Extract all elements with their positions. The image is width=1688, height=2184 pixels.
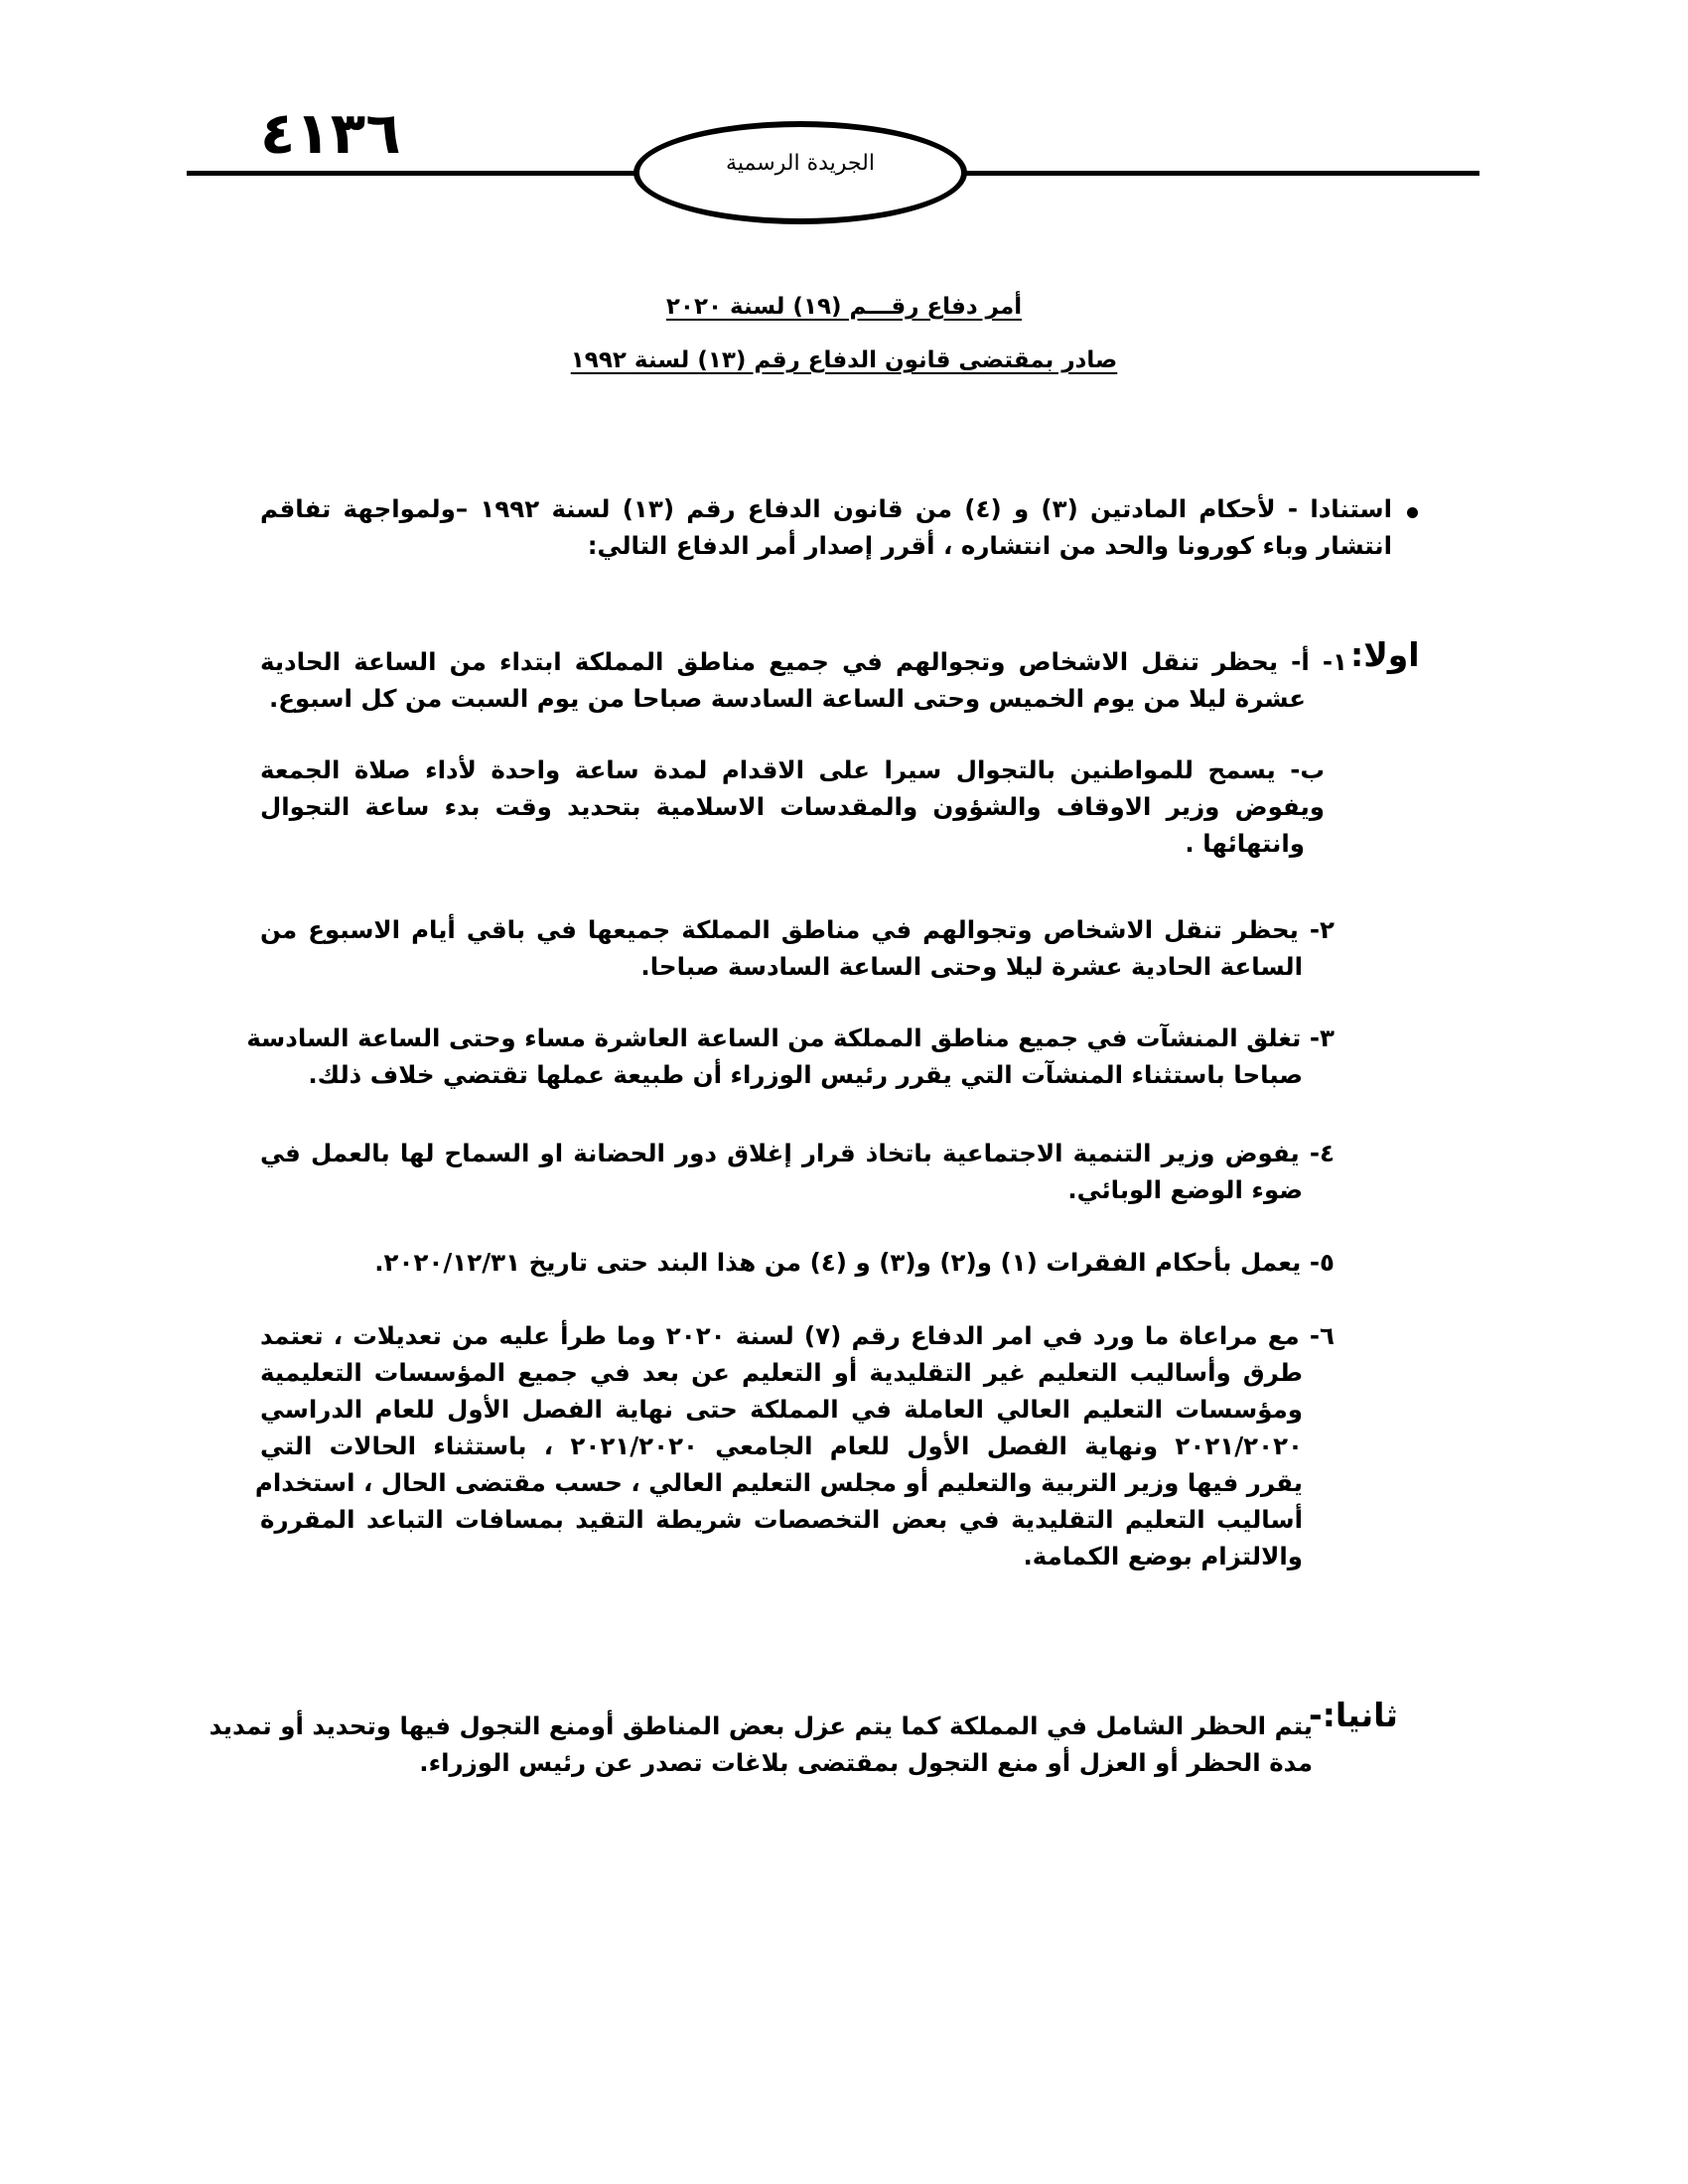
- item-3: [246, 1020, 1335, 1093]
- item-5: [260, 1244, 1335, 1281]
- item-6-line: ٦- مع مراعاة ما ورد في امر الدفاع رقم (٧) لسنة ٢٠٢٠ وما طرأ عليه من تعديلات ، تعتمد: [260, 1321, 1335, 1350]
- section-second-label: ثانيا:-: [1309, 1696, 1398, 1734]
- intro-line: استنادا - لأحكام المادتين (٣) و (٤) من قانون الدفاع رقم (١٣) لسنة ١٩٩٢ –ولمواجهة تفاقم: [260, 494, 1392, 523]
- item-2: [260, 911, 1335, 985]
- item-4: [260, 1135, 1335, 1208]
- item-5-line: ٥- يعمل بأحكام الفقرات (١) و(٢) و(٣) و (٤) من هذا البند حتى تاريخ ٢٠٢٠/١٢/٣١.: [374, 1248, 1335, 1277]
- intro-line: انتشار وباء كورونا والحد من انتشاره ، أقرر إصدار أمر الدفاع التالي:: [587, 531, 1392, 560]
- item-6-line: والالتزام بوضع الكمامة.: [1023, 1542, 1303, 1570]
- section-second-line: مدة الحظر أو العزل أو منع التجول بمقتضى بلاغات تصدر عن رئيس الوزراء.: [419, 1748, 1313, 1777]
- section-second-line: يتم الحظر الشامل في المملكة كما يتم عزل بعض المناطق أومنع التجول فيها وتحديد أو تمديد: [209, 1711, 1313, 1740]
- section-second-paragraph: [209, 1707, 1313, 1781]
- item-4-line: ضوء الوضع الوبائي.: [1067, 1175, 1303, 1204]
- item-6-line: ٢٠٢١/٢٠٢٠ ونهاية الفصل الأول للعام الجامعي ٢٠٢١/٢٠٢٠ ، باستثناء الحالات التي: [260, 1432, 1303, 1460]
- gazette-title-oval: [633, 121, 967, 224]
- item-6: [254, 1317, 1335, 1574]
- item-2-line: ٢- يحظر تنقل الاشخاص وتجوالهم في مناطق المملكة جميعها في باقي أيام الاسبوع من: [260, 915, 1335, 944]
- order-title: أمر دفاع رقـــم (١٩) لسنة ٢٠٢٠: [665, 294, 1023, 320]
- item-1b-line: وانتهائها .: [1185, 829, 1305, 858]
- intro-paragraph: [260, 490, 1392, 564]
- bullet-icon: [1407, 507, 1418, 518]
- gazette-title: الجريدة الرسمية: [726, 150, 875, 176]
- item-1a: [260, 643, 1347, 717]
- item-6-line: يقرر فيها وزير التربية والتعليم أو مجلس التعليم العالي ، حسب مقتضى الحال ، استخدام: [254, 1468, 1303, 1497]
- order-subtitle: صادر بمقتضى قانون الدفاع رقم (١٣) لسنة ١٩٩٢: [570, 347, 1118, 373]
- item-3-line: ٣- تغلق المنشآت في جميع مناطق المملكة من الساعة العاشرة مساء وحتى الساعة السادسة: [246, 1024, 1335, 1052]
- page-number: ٤١٣٦: [260, 99, 401, 167]
- item-6-line: أساليب التعليم التقليدية في بعض التخصصات شريطة التقيد بمسافات التباعد المقررة: [260, 1505, 1303, 1534]
- item-6-line: طرق وأساليب التعليم غير التقليدية أو التعليم عن بعد في جميع المؤسسات التعليمية: [260, 1358, 1303, 1387]
- item-6-line: ومؤسسات التعليم العالي العاملة في المملكة حتى نهاية الفصل الأول للعام الدراسي: [260, 1395, 1303, 1424]
- item-2-line: الساعة الحادية عشرة ليلا وحتى الساعة السادسة صباحا.: [640, 952, 1303, 981]
- item-4-line: ٤- يفوض وزير التنمية الاجتماعية باتخاذ قرار إغلاق دور الحضانة او السماح لها بالعمل في: [260, 1139, 1335, 1167]
- item-1a-line: ١- أ- يحظر تنقل الاشخاص وتجوالهم في جميع مناطق المملكة ابتداء من الساعة الحادية: [260, 647, 1347, 676]
- item-1b: [260, 751, 1325, 862]
- item-1b-line: ويفوض وزير الاوقاف والشؤون والمقدسات الاسلامية بتحديد وقت بدء ساعة التجوال: [260, 792, 1325, 821]
- item-1a-line: عشرة ليلا من يوم الخميس وحتى الساعة السادسة صباحا من يوم السبت من كل اسبوع.: [268, 684, 1306, 713]
- item-3-line: صباحا باستثناء المنشآت التي يقرر رئيس الوزراء أن طبيعة عملها تقتضي خلاف ذلك.: [308, 1060, 1303, 1089]
- section-first-label: اولا:: [1350, 635, 1420, 674]
- item-1b-line: ب- يسمح للمواطنين بالتجوال سيرا على الاقدام لمدة ساعة واحدة لأداء صلاة الجمعة: [260, 755, 1325, 784]
